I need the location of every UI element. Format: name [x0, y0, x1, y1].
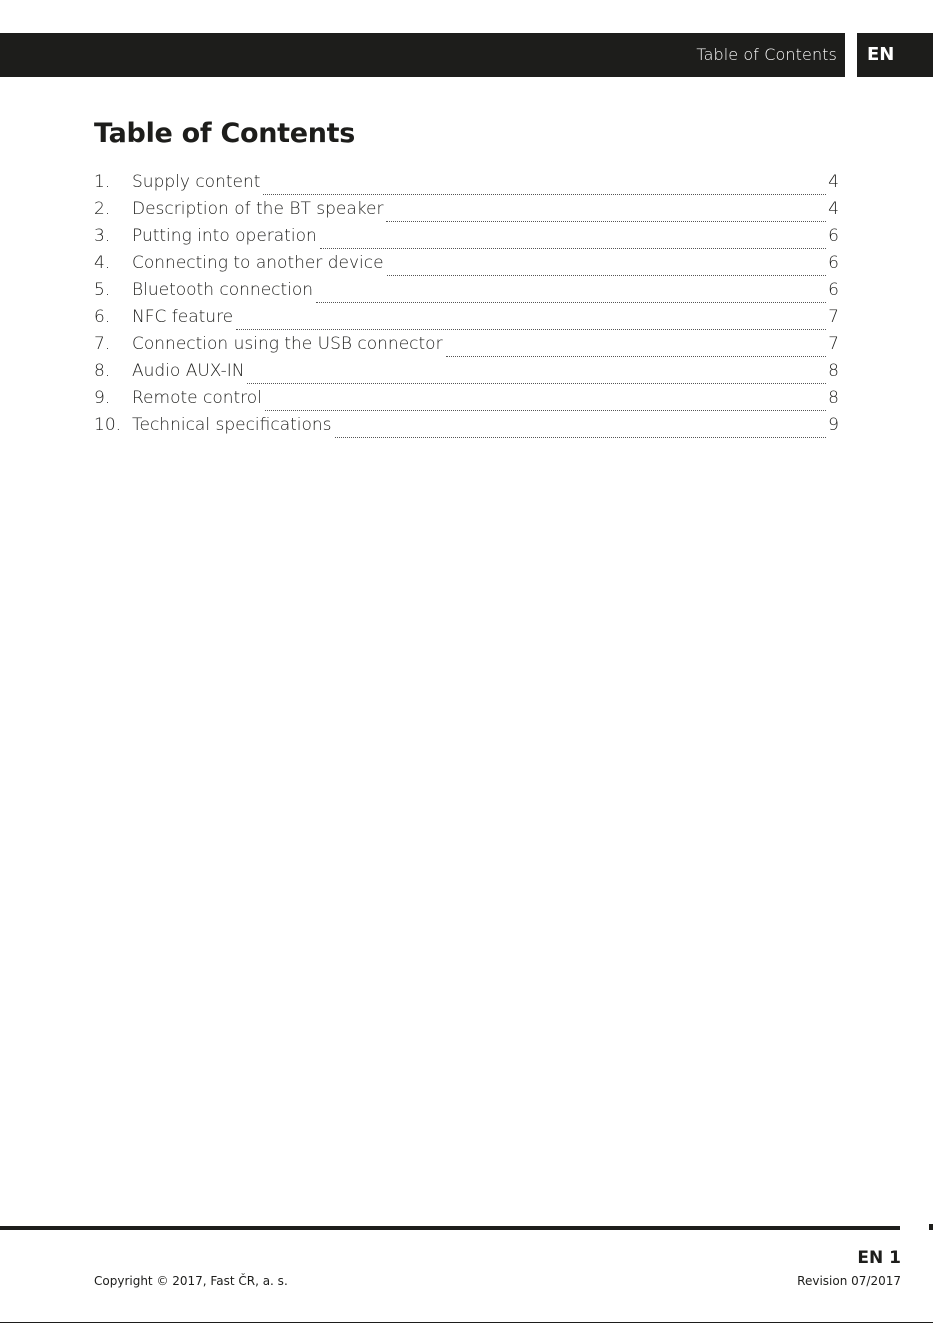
toc-item-number: 3.: [94, 226, 111, 246]
page-title: Table of Contents: [94, 118, 356, 149]
language-label: EN: [867, 44, 895, 65]
toc-item-page: 8: [828, 388, 839, 408]
toc-item-label: Description of the BT speaker: [132, 199, 384, 219]
toc-item[interactable]: [94, 388, 839, 415]
toc-item-label: NFC feature: [132, 307, 234, 327]
dot-leader: [265, 409, 826, 411]
toc-item-label: Supply content: [132, 172, 261, 192]
toc-item-page: 6: [828, 280, 839, 300]
toc-item-number: 6.: [94, 307, 111, 327]
toc-item-page: 6: [828, 226, 839, 246]
toc-item-page: 8: [828, 361, 839, 381]
header-bar: [0, 33, 845, 77]
toc-item[interactable]: [94, 172, 839, 199]
dot-leader: [387, 274, 827, 276]
toc-list: [94, 172, 839, 442]
copyright-notice: Copyright © 2017, Fast ČR, a. s.: [94, 1274, 288, 1288]
dot-leader: [320, 247, 826, 249]
language-tab: [857, 33, 933, 77]
footer-divider: [0, 1226, 900, 1230]
toc-item[interactable]: [94, 253, 839, 280]
toc-item[interactable]: [94, 361, 839, 388]
toc-item-number: 8.: [94, 361, 111, 381]
dot-leader: [236, 328, 826, 330]
toc-item-number: 9.: [94, 388, 111, 408]
toc-item-page: 6: [828, 253, 839, 273]
toc-item-label: Connection using the USB connector: [132, 334, 443, 354]
revision-label: Revision 07/2017: [797, 1274, 901, 1288]
dot-leader: [247, 382, 826, 384]
toc-item-page: 9: [828, 415, 839, 435]
toc-item-label: Connecting to another device: [132, 253, 384, 273]
dot-leader: [263, 193, 826, 195]
toc-item-label: Putting into operation: [132, 226, 317, 246]
toc-item-page: 4: [828, 199, 839, 219]
toc-item[interactable]: [94, 199, 839, 226]
toc-item[interactable]: [94, 226, 839, 253]
header-section-title: Table of Contents: [696, 45, 837, 64]
toc-item[interactable]: [94, 415, 839, 442]
toc-item-number: 7.: [94, 334, 111, 354]
toc-item-page: 7: [828, 307, 839, 327]
dot-leader: [335, 436, 827, 438]
toc-item-number: 1.: [94, 172, 111, 192]
dot-leader: [316, 301, 826, 303]
toc-item-label: Bluetooth connection: [132, 280, 314, 300]
bottom-divider: [0, 1322, 933, 1323]
toc-item-label: Audio AUX-IN: [132, 361, 245, 381]
toc-item-label: Technical specifications: [132, 415, 332, 435]
toc-item[interactable]: [94, 307, 839, 334]
dot-leader: [386, 220, 826, 222]
toc-item-number: 10.: [94, 415, 122, 435]
toc-item-number: 4.: [94, 253, 111, 273]
toc-item-page: 4: [828, 172, 839, 192]
toc-item-number: 5.: [94, 280, 111, 300]
toc-item-number: 2.: [94, 199, 111, 219]
footer-divider-end: [929, 1224, 933, 1230]
toc-item[interactable]: [94, 334, 839, 361]
toc-item-page: 7: [828, 334, 839, 354]
page-number: EN 1: [857, 1248, 901, 1268]
toc-item-label: Remote control: [132, 388, 262, 408]
dot-leader: [446, 355, 827, 357]
toc-item[interactable]: [94, 280, 839, 307]
